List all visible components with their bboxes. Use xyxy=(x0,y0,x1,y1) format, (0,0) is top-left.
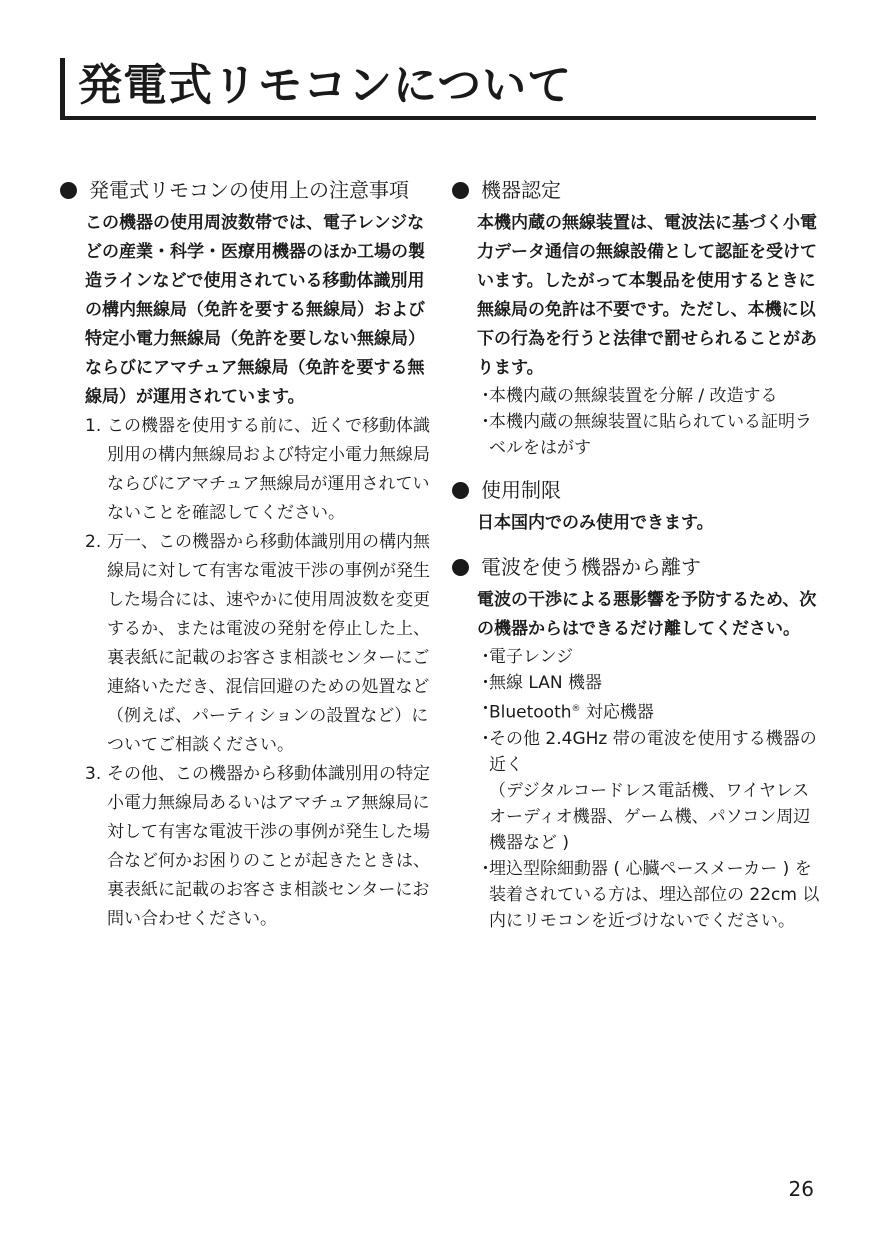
step-item xyxy=(85,760,430,934)
section-heading xyxy=(452,475,824,505)
list-item-text: 無線 LAN 機器 xyxy=(489,673,603,693)
section-intro: 本機内蔵の無線装置は、電波法に基づく小電力データ通信の無線設備として認証を受けています。したがって本製品を使用するときに無線局の免許は不要です。ただし、本機に以下の行為を行うと法律で罰せられることがあります。 xyxy=(477,213,817,378)
middle-dot-icon: ・ xyxy=(477,858,494,879)
middle-dot-icon: ・ xyxy=(477,699,494,719)
registered-mark: ® xyxy=(571,704,581,714)
middle-dot-icon: ・ xyxy=(477,412,494,432)
section-heading-label: 使用制限 xyxy=(481,478,561,502)
step-text: その他、この機器から移動体識別用の特定小電力無線局あるいはアマチュア無線局に対して有害な電波干渉の事例が発生した場合など何かお困りのことが起きたときは、裏表紙に記載のお客さま相談センターにお問い合わせください。 xyxy=(107,764,430,929)
step-number: 3. xyxy=(85,764,102,784)
middle-dot-icon: ・ xyxy=(477,673,494,693)
page-number: 26 xyxy=(788,1177,814,1201)
devices-list xyxy=(452,644,824,934)
filled-circle-icon xyxy=(452,182,469,199)
step-item xyxy=(85,528,430,760)
section-certification xyxy=(452,175,824,461)
section-intro: 日本国内でのみ使用できます。 xyxy=(477,513,714,533)
list-item xyxy=(477,696,824,726)
prohibited-actions-list xyxy=(452,383,824,461)
bluetooth-label-rest: 対応機器 xyxy=(580,702,654,723)
page-title: 発電式リモコンについて xyxy=(78,60,573,111)
section-heading-label: 発電式リモコンの使用上の注意事項 xyxy=(89,178,409,202)
right-column xyxy=(452,175,824,948)
list-item xyxy=(477,856,824,934)
list-item xyxy=(477,726,824,856)
step-item xyxy=(85,412,430,528)
section-heading xyxy=(452,552,824,582)
filled-circle-icon xyxy=(452,559,469,576)
step-number: 1. xyxy=(85,416,102,436)
precaution-steps xyxy=(60,412,430,934)
section-heading xyxy=(452,175,824,205)
list-item-text: 本機内蔵の無線装置を分解 / 改造する xyxy=(489,386,778,406)
page-header xyxy=(60,58,816,120)
list-item xyxy=(477,409,824,461)
filled-circle-icon xyxy=(60,182,77,199)
section-heading-label: 電波を使う機器から離す xyxy=(481,555,701,579)
section-heading xyxy=(60,175,430,205)
list-item-main: その他 2.4GHz 帯の電波を使用する機器の近く xyxy=(489,728,817,775)
section-keep-away xyxy=(452,552,824,934)
section-usage-limit xyxy=(452,475,824,538)
list-item xyxy=(477,670,824,696)
left-column xyxy=(60,175,430,948)
step-text: この機器を使用する前に、近くで移動体識別用の構内無線局および特定小電力無線局ならびにアマチュア無線局が運用されていないことを確認してください。 xyxy=(107,416,430,523)
step-number: 2. xyxy=(85,532,102,552)
middle-dot-icon: ・ xyxy=(477,386,494,406)
list-item-text xyxy=(489,726,824,856)
list-item-text: 本機内蔵の無線装置に貼られている証明ラベルをはがす xyxy=(489,412,812,458)
bluetooth-label: Bluetooth xyxy=(489,702,572,723)
title-underline xyxy=(60,116,816,120)
step-text: 万一、この機器から移動体識別用の構内無線局に対して有害な電波干渉の事例が発生した場合には、速やかに使用周波数を変更するか、または電波の発射を停止した上、裏表紙に記載のお客さま相談センターにご連絡いただき、混信回避のための処置など（例えば、パーティションの設置など）についてご相談ください。 xyxy=(107,532,430,755)
list-item-text: 埋込型除細動器 ( 心臓ペースメーカー ) を装着されている方は、埋込部位の 22cm 以内にリモコンを近づけないでください。 xyxy=(489,858,820,931)
section-usage-precautions xyxy=(60,175,430,934)
list-item xyxy=(477,644,824,670)
filled-circle-icon xyxy=(452,482,469,499)
middle-dot-icon: ・ xyxy=(477,647,494,667)
middle-dot-icon: ・ xyxy=(477,728,494,749)
list-item xyxy=(477,383,824,409)
list-item-note: （デジタルコードレス電話機、ワイヤレスオーディオ機器、ゲーム機、パソコン周辺機器など ) xyxy=(489,780,811,853)
list-item-text: 電子レンジ xyxy=(489,647,574,667)
section-intro: 電波の干渉による悪影響を予防するため、次の機器からはできるだけ離してください。 xyxy=(477,590,817,639)
section-intro: この機器の使用周波数帯では、電子レンジなどの産業・科学・医療用機器のほか工場の製造ラインなどで使用されている移動体識別用の構内無線局（免許を要する無線局）および特定小電力無線局（免許を要しない無線局）ならびにアマチュア無線局（免許を要する無線局）が運用されています。 xyxy=(85,213,425,407)
section-heading-label: 機器認定 xyxy=(481,178,561,202)
title-accent-bar xyxy=(60,58,65,120)
list-item-text xyxy=(489,696,824,726)
